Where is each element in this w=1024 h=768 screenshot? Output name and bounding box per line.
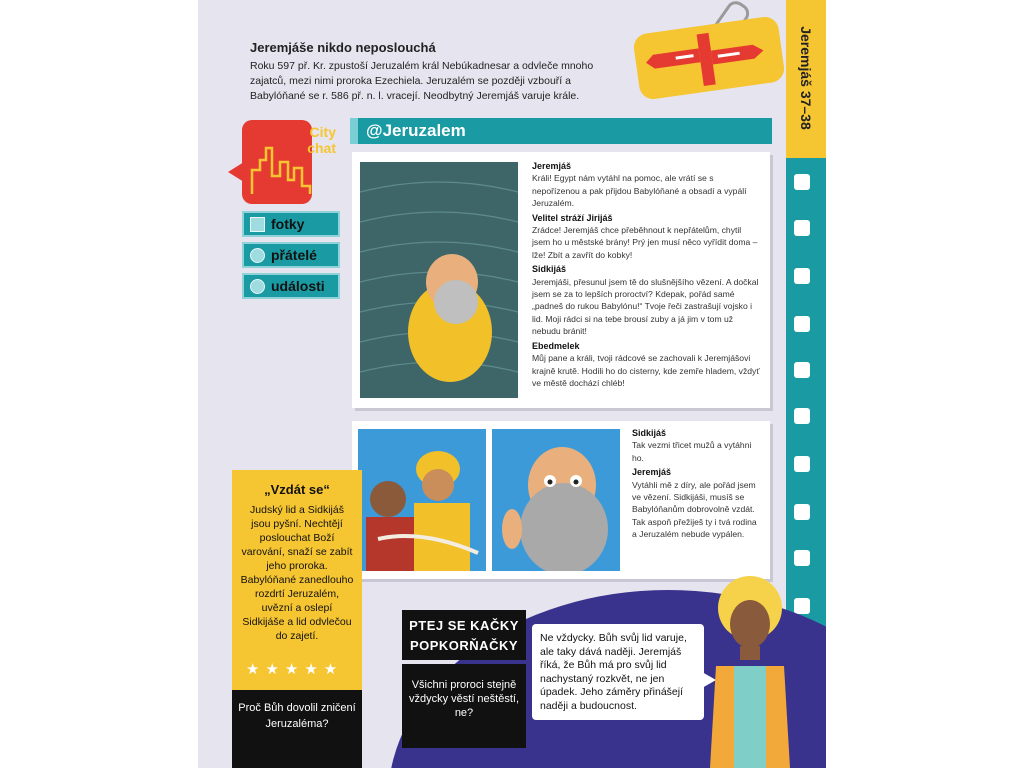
answer-bubble: Ne vždycky. Bůh svůj lid varuje, ale taky dává naději. Jeremjáš říká, že Bůh má pro svůj lid nachystaný rozkvět, ne jen úpadek. Jeho záměry přinášejí naději a budoucnost. <box>532 624 704 720</box>
nav-label: přátelé <box>271 247 317 263</box>
intro-title: Jeremjáše nikdo neposlouchá <box>250 40 436 55</box>
events-icon <box>250 279 265 294</box>
ask-title: PTEJ SE KAČKY POPKORŇAČKY <box>402 610 526 660</box>
chat-message: Tak vezmi třicet mužů a vytáhni ho. <box>632 440 752 463</box>
book-page <box>198 0 826 768</box>
city-chat-label-line1: City <box>309 124 336 140</box>
intro-section <box>250 40 610 104</box>
star-rating: ★★★★★ <box>246 661 344 678</box>
strip-hole <box>794 456 810 472</box>
chat-message: Zrádce! Jeremjáš chce přeběhnout k nepřátelům, chytil jsem ho u městské brány! Prý jen musí něco vyřídit doma – lže! Zbít a zavřít do kobky! <box>532 225 758 260</box>
chat-message: Můj pane a králi, tvoji rádcové se zachovali k Jeremjášovi krajně krutě. Hodili ho do cisterny, kde zemře hladem, vždyť ve městě dochází chléb! <box>532 353 760 388</box>
nav-label: fotky <box>271 216 305 232</box>
nav-label: události <box>271 278 325 294</box>
chat-thread-2 <box>632 427 760 543</box>
strip-hole <box>794 550 810 566</box>
surrender-sidebar <box>232 470 362 690</box>
sidebar-text: Judský lid a Sidkijáš jsou pyšní. Nechtějí poslouchat Boží varování, snaží se zabít jeho proroka. Babylóňané zanedlouho rozdrtí Jeruzalém, uvězní a oslepí Sidkijáše a lid odvlečou do zajetí. <box>240 504 354 642</box>
intro-text: Roku 597 př. Kr. zpustoší Jeruzalém král Nebúkadnesar a odvleče mnoho zajatců, mezi nimi proroka Ezechiela. Jeruzalém se později vzbouří a Babylóňané se r. 586 př. n. l. vracejí. Neodbytný Jeremjáš varuje krále. <box>250 60 594 102</box>
cistern-illustration <box>360 162 518 398</box>
strip-hole <box>794 362 810 378</box>
girl-character-illustration <box>704 574 794 768</box>
nav-button-photos[interactable] <box>242 211 340 237</box>
chat-author: Jeremjáš <box>632 467 672 478</box>
bible-reference: Jeremjáš 37–38 <box>798 26 814 130</box>
chat-panel-1 <box>352 152 770 408</box>
chat-message: Jeremjáši, přesunul jsem tě do slušnějšího vězení. A dočkal jsem se za to lepších proroctví? Kdepak, pořád samé „padneš do rukou Babylónu!“ Tvoje řeči zastrašují vojsko i lid. Moji rádci si na tebe brousí zuby a já jim v tom už nebudu bránit! <box>532 276 759 337</box>
chat-author: Velitel stráží Jirijáš <box>532 212 613 223</box>
signpost-icon <box>632 15 786 101</box>
chat-author: Jeremjáš <box>532 161 572 171</box>
strip-hole <box>794 268 810 284</box>
jeremiah-illustration <box>492 429 620 571</box>
strip-hole <box>794 598 810 614</box>
chat-panel-2 <box>352 421 770 579</box>
chat-message: Králi! Egypt nám vytáhl na pomoc, ale vrátí se s nepořízenou a pak přijdou Babylóňané a obsadí a vypálí Jeruzalém. <box>532 173 747 209</box>
feed-header <box>350 118 772 144</box>
question-box <box>232 690 362 768</box>
chat-thread-1 <box>532 160 760 391</box>
strip-hole <box>794 408 810 424</box>
sidebar-title: „Vzdát se“ <box>264 482 330 497</box>
strip-hole <box>794 174 810 190</box>
chat-author: Ebedmelek <box>532 340 580 351</box>
strip-hole <box>794 316 810 332</box>
question-text: Proč Bůh dovolil zničení Jeruzaléma? <box>238 702 356 730</box>
chat-message: Vytáhli mě z díry, ale pořád jsem ve vězení. Sidkijáši, musíš se Babylóňanům dobrovolně vzdát. Tak aspoň přežiješ ty i tvá rodina a Jeruzalém nebude vypálen. <box>632 479 757 540</box>
feed-title: @Jeruzalem <box>366 121 466 140</box>
nav-button-friends[interactable] <box>242 242 340 268</box>
nav-button-events[interactable] <box>242 273 340 299</box>
city-chat-label-line2: chat <box>307 140 336 156</box>
strip-hole <box>794 504 810 520</box>
chat-author: Sidkijáš <box>632 428 667 438</box>
strip-hole <box>794 220 810 236</box>
photo-icon <box>250 217 265 232</box>
city-chat-label <box>296 124 336 156</box>
friends-icon <box>250 248 265 263</box>
ask-question: Všichni proroci stejně vždycky věstí neštěstí, ne? <box>402 664 526 748</box>
rescue-illustration <box>358 429 486 571</box>
chat-author: Sidkijáš <box>532 264 567 275</box>
